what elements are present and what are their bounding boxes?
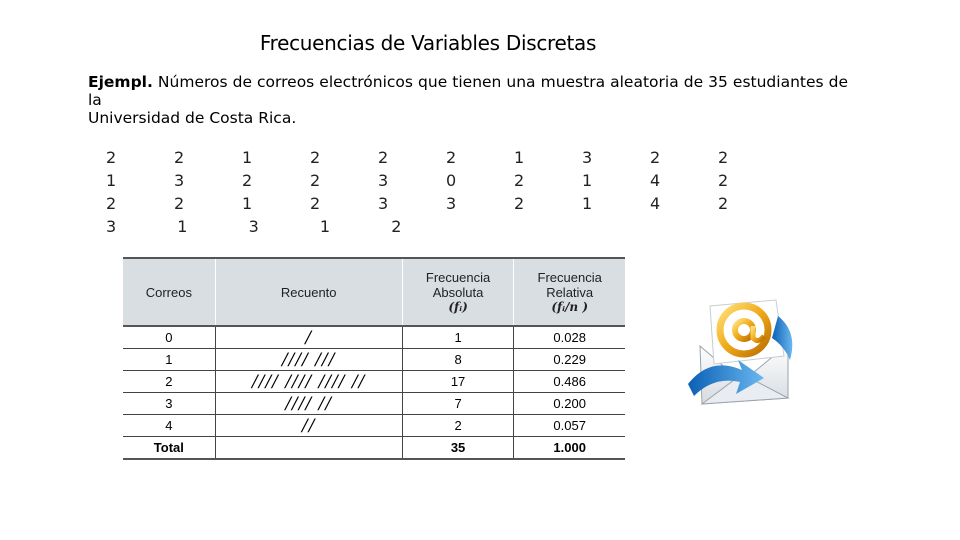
- raw-value: 3: [378, 171, 389, 190]
- raw-value: 2: [718, 194, 729, 213]
- header-abs-line1: Frecuencia: [425, 270, 491, 285]
- raw-value: 2: [378, 148, 389, 167]
- raw-value: 2: [514, 171, 525, 190]
- header-absolute-frequency: [402, 258, 514, 326]
- raw-value: 2: [650, 148, 661, 167]
- intro-text-1: Números de correos electrónicos que tienen una muestra aleatoria de 35 estudiantes de la: [88, 73, 848, 109]
- raw-data-row: [102, 217, 782, 240]
- cell-correos: 2: [123, 371, 215, 393]
- header-abs-line2: Absoluta: [432, 285, 484, 300]
- page-title: Frecuencias de Variables Discretas: [259, 31, 597, 55]
- total-recuento: [215, 437, 402, 460]
- raw-value: 0: [446, 171, 457, 190]
- raw-value: 3: [378, 194, 389, 213]
- cell-abs: 1: [402, 326, 514, 349]
- cell-recuento: //// ///: [215, 349, 402, 371]
- cell-rel: 0.200: [514, 393, 625, 415]
- raw-value: 1: [106, 171, 117, 190]
- cell-recuento: //// //: [215, 393, 402, 415]
- cell-abs: 2: [402, 415, 514, 437]
- table-row: [123, 326, 625, 349]
- total-row: [123, 437, 625, 460]
- cell-rel: 0.486: [514, 371, 625, 393]
- raw-value: 3: [446, 194, 457, 213]
- total-label: Total: [123, 437, 215, 460]
- table-row: [123, 393, 625, 415]
- header-rel-line1: Frecuencia: [537, 270, 602, 285]
- header-correos: Correos: [123, 258, 215, 326]
- raw-value: 3: [174, 171, 185, 190]
- raw-value: 2: [310, 148, 321, 167]
- raw-value: 2: [310, 194, 321, 213]
- cell-correos: 1: [123, 349, 215, 371]
- raw-value: 3: [106, 217, 117, 236]
- email-envelope-at-icon: [680, 286, 802, 414]
- raw-data-row: [102, 171, 782, 194]
- raw-value: 2: [718, 171, 729, 190]
- total-rel: 1.000: [514, 437, 625, 460]
- table-header-row: [123, 258, 625, 326]
- frequency-table: [123, 257, 625, 460]
- raw-value: 2: [446, 148, 457, 167]
- raw-value: 1: [242, 148, 253, 167]
- raw-value: 2: [106, 148, 117, 167]
- cell-correos: 4: [123, 415, 215, 437]
- raw-value: 2: [310, 171, 321, 190]
- header-rel-symbol: (fᵢ/n ): [551, 300, 589, 314]
- cell-recuento: /: [215, 326, 402, 349]
- raw-value: 2: [174, 194, 185, 213]
- raw-data-grid: [102, 148, 782, 240]
- table-row: [123, 371, 625, 393]
- cell-correos: 0: [123, 326, 215, 349]
- cell-rel: 0.057: [514, 415, 625, 437]
- table-row: [123, 415, 625, 437]
- raw-value: 4: [650, 171, 661, 190]
- intro-line-1: [88, 73, 848, 109]
- raw-value: 2: [242, 171, 253, 190]
- raw-value: 1: [319, 217, 331, 236]
- cell-abs: 8: [402, 349, 514, 371]
- raw-value: 1: [514, 148, 525, 167]
- raw-data-row: [102, 148, 782, 171]
- cell-rel: 0.229: [514, 349, 625, 371]
- total-abs: 35: [402, 437, 514, 460]
- raw-value: 4: [650, 194, 661, 213]
- cell-correos: 3: [123, 393, 215, 415]
- raw-value: 1: [582, 171, 593, 190]
- table-row: [123, 349, 625, 371]
- raw-data-row: [102, 194, 782, 217]
- example-label: Ejempl.: [88, 73, 153, 91]
- cell-abs: 17: [402, 371, 514, 393]
- header-rel-line2: Relativa: [546, 285, 594, 300]
- raw-value: 2: [391, 217, 402, 236]
- intro-line-2: Universidad de Costa Rica.: [88, 109, 297, 127]
- header-recuento: Recuento: [215, 258, 402, 326]
- raw-value: 2: [718, 148, 729, 167]
- header-relative-frequency: [514, 258, 625, 326]
- raw-value: 2: [174, 148, 185, 167]
- cell-rel: 0.028: [514, 326, 625, 349]
- cell-abs: 7: [402, 393, 514, 415]
- raw-value: 1: [242, 194, 253, 213]
- raw-value: 2: [106, 194, 117, 213]
- raw-value: 3: [582, 148, 593, 167]
- raw-value: 3: [248, 217, 259, 236]
- raw-value: 1: [582, 194, 593, 213]
- header-abs-symbol: (fᵢ): [448, 300, 468, 314]
- cell-recuento: //// //// //// //: [215, 371, 402, 393]
- raw-value: 1: [177, 217, 188, 236]
- raw-value: 2: [514, 194, 525, 213]
- cell-recuento: //: [215, 415, 402, 437]
